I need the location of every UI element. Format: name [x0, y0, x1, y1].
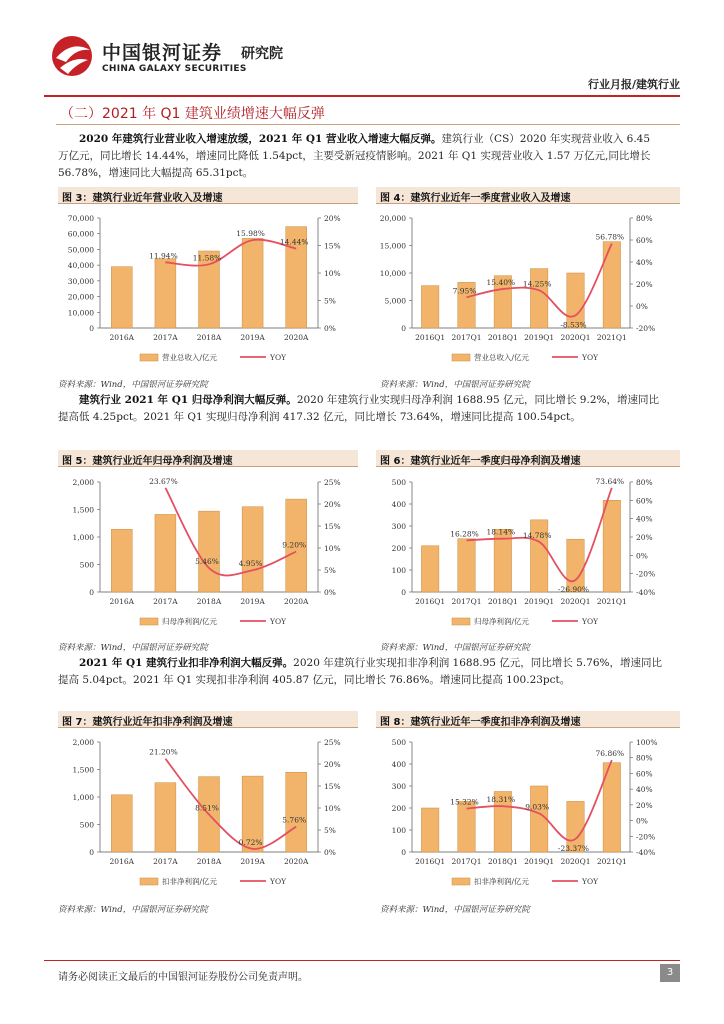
y2-tick-label: 15%: [324, 241, 341, 251]
y-tick-label: 200: [391, 804, 406, 813]
y-tick-label: 10,000: [379, 269, 406, 278]
yoy-data-label: 15.40%: [486, 278, 516, 288]
y-tick-label: 500: [79, 560, 94, 570]
x-tick-label: 2017A: [153, 597, 178, 606]
y-tick-label: 0: [89, 848, 94, 857]
yoy-data-label: 5.46%: [195, 556, 219, 566]
paragraph-deducted-profit-lead: 2021 年 Q1 建筑行业扣非净利润大幅反弹。: [79, 657, 294, 669]
yoy-data-label: 0.72%: [238, 837, 263, 847]
legend-bar-label: 营业总收入/亿元: [162, 353, 218, 362]
x-tick-label: 2016A: [109, 597, 135, 606]
figure-8-source: 资料来源：Wind，中国银河证券研究院: [380, 905, 530, 915]
y-tick-label: 300: [391, 522, 406, 531]
yoy-data-label: 16.28%: [450, 529, 479, 539]
y2-tick-label: 10%: [324, 804, 341, 813]
yoy-data-label: 56.78%: [595, 232, 625, 242]
yoy-data-label: 76.86%: [595, 749, 625, 759]
y-tick-label: 1,500: [72, 505, 94, 515]
bar: [155, 259, 176, 328]
legend-bar-swatch: [452, 878, 470, 885]
x-tick-label: 2016Q1: [415, 597, 446, 606]
legend-bar-swatch: [452, 618, 470, 625]
yoy-data-label: -8.53%: [560, 320, 587, 330]
legend-bar-swatch: [140, 618, 158, 625]
y2-tick-label: 40%: [636, 785, 653, 795]
figure-6-source: 资料来源：Wind，中国银河证券研究院: [380, 643, 530, 653]
x-tick-label: 2018Q1: [487, 597, 518, 606]
yoy-data-label: 23.67%: [149, 476, 178, 486]
bar: [286, 772, 307, 852]
paragraph-deducted-profit: [58, 655, 662, 689]
y2-tick-label: 10%: [324, 544, 341, 553]
y-tick-label: 15,000: [379, 241, 406, 251]
yoy-data-label: -26.90%: [557, 584, 590, 594]
x-tick-label: 2019Q1: [524, 857, 555, 866]
y2-tick-label: 0%: [324, 588, 336, 597]
x-tick-label: 2018A: [196, 597, 222, 606]
bar: [199, 511, 220, 592]
paragraph-deducted-profit-body: 2020 年建筑行业实现扣非净利润 1688.95 亿元，同比增长 5.76%，增速同比提高 5.04pct。2021 年 Q1 实现扣非净利润 405.87 亿元，同比增长 76.86%。增速同比提高 100.23pct。: [58, 657, 663, 686]
legend-bar-label: 归母净利润/亿元: [162, 617, 218, 626]
y-tick-label: 200: [391, 544, 406, 553]
y-tick-label: 20,000: [67, 292, 94, 302]
y2-tick-label: 60%: [636, 236, 653, 245]
figure-5-source: 资料来源：Wind，中国银河证券研究院: [58, 643, 208, 653]
y2-tick-label: 80%: [636, 478, 653, 487]
yoy-data-label: 8.51%: [195, 803, 219, 813]
y2-tick-label: 15%: [324, 522, 341, 531]
bar: [421, 546, 438, 592]
bar: [199, 251, 220, 328]
y-tick-label: 1,500: [72, 765, 94, 775]
x-tick-label: 2018A: [196, 333, 222, 342]
y2-tick-label: 40%: [636, 258, 653, 267]
y2-tick-label: 10%: [324, 269, 341, 278]
x-tick-label: 2020Q1: [560, 597, 591, 606]
yoy-data-label: 73.64%: [595, 476, 625, 486]
x-tick-label: 2020Q1: [560, 333, 591, 342]
chart-figure-7: [50, 734, 368, 902]
galaxy-logo-icon: [50, 34, 94, 78]
bar: [155, 783, 176, 852]
x-tick-label: 2020Q1: [560, 857, 591, 866]
paragraph-revenue: [58, 131, 662, 182]
yoy-data-label: 14.25%: [522, 279, 552, 289]
x-tick-label: 2017A: [153, 333, 178, 342]
yoy-data-label: 5.76%: [282, 815, 307, 825]
yoy-data-label: -23.37%: [557, 843, 590, 853]
y-tick-label: 2,000: [72, 738, 94, 747]
y-tick-label: 500: [391, 478, 406, 487]
paragraph-net-profit: [58, 392, 662, 426]
y2-tick-label: 20%: [324, 760, 341, 769]
section-divider: [56, 124, 680, 125]
x-tick-label: 2018Q1: [487, 333, 518, 342]
figure-3-title: 图 3：建筑行业近年营业收入及增速: [58, 187, 358, 204]
x-tick-label: 2016Q1: [415, 857, 446, 866]
y-tick-label: 0: [89, 588, 94, 597]
y2-tick-label: 25%: [324, 738, 341, 747]
bar: [458, 539, 475, 592]
y2-tick-label: 20%: [636, 800, 653, 810]
x-tick-label: 2018A: [196, 857, 222, 866]
footer-disclaimer: 请务必阅读正文最后的中国银河证券股份公司免责声明。: [58, 972, 308, 983]
institute-label: 研究院: [241, 46, 283, 62]
y2-tick-label: 80%: [636, 753, 653, 763]
y-tick-label: 400: [391, 500, 406, 509]
legend-line-label: YOY: [582, 617, 599, 626]
y2-tick-label: 20%: [324, 214, 341, 223]
bar: [458, 801, 475, 852]
bar: [603, 242, 620, 328]
paragraph-revenue-body: 建筑行业（CS）2020 年实现营业收入 6.45 万亿元，同比增长 14.44%，增速同比降低 1.54pct，主要受新冠疫情影响。2021 年 Q1 实现营业收入 1.57 万亿元,同比增长 56.78%，增速同比大幅提高 65.31pct。: [58, 133, 651, 179]
y2-tick-label: 20%: [324, 500, 341, 509]
yoy-line: [165, 759, 296, 849]
x-tick-label: 2016A: [109, 333, 135, 342]
x-tick-label: 2017Q1: [451, 333, 482, 342]
x-tick-label: 2021Q1: [596, 333, 627, 342]
figure-7-source: 资料来源：Wind，中国银河证券研究院: [58, 905, 208, 915]
x-tick-label: 2017Q1: [451, 597, 482, 606]
x-tick-label: 2021Q1: [596, 857, 627, 866]
y2-tick-label: -20%: [636, 324, 656, 333]
yoy-line: [165, 488, 296, 576]
bar: [111, 267, 132, 328]
yoy-data-label: 14.44%: [279, 237, 309, 247]
y-tick-label: 0: [401, 588, 406, 597]
y-tick-label: 300: [391, 782, 406, 791]
yoy-data-label: 15.32%: [450, 797, 479, 807]
bar: [111, 529, 132, 592]
y2-tick-label: 15%: [324, 782, 341, 791]
chart-figure-3: [50, 210, 368, 378]
logo-english: CHINA GALAXY SECURITIES: [102, 64, 247, 74]
y2-tick-label: 0%: [636, 816, 648, 826]
chart-svg: [362, 734, 680, 902]
figure-5-title: 图 5：建筑行业近年归母净利润及增速: [58, 450, 358, 467]
x-tick-label: 2017A: [153, 857, 178, 866]
page-number: 3: [660, 964, 680, 982]
section-title: （二）2021 年 Q1 建筑业绩增速大幅反弹: [60, 106, 325, 122]
yoy-data-label: 11.94%: [149, 251, 178, 261]
y-tick-label: 40,000: [67, 261, 94, 271]
x-tick-label: 2019A: [240, 857, 265, 866]
y2-tick-label: 5%: [324, 826, 336, 835]
y-tick-label: 100: [391, 566, 406, 575]
yoy-data-label: 7.95%: [452, 286, 477, 296]
bar: [242, 507, 263, 592]
bar: [421, 808, 438, 852]
yoy-data-label: 9.20%: [282, 540, 307, 550]
y2-tick-label: -20%: [636, 569, 656, 579]
y2-tick-label: 25%: [324, 478, 341, 487]
yoy-line: [165, 240, 296, 266]
chart-figure-4: [362, 210, 680, 378]
x-tick-label: 2017Q1: [451, 857, 482, 866]
header-divider: [44, 95, 680, 97]
y-tick-label: 500: [79, 820, 94, 830]
x-tick-label: 2016Q1: [415, 333, 446, 342]
y2-tick-label: 0%: [636, 551, 648, 561]
x-tick-label: 2020A: [283, 857, 309, 866]
y2-tick-label: 80%: [636, 214, 653, 223]
y2-tick-label: 0%: [324, 848, 336, 857]
figure-7-title: 图 7：建筑行业近年扣非净利润及增速: [58, 711, 358, 728]
yoy-data-label: 18.31%: [486, 795, 516, 805]
y-tick-label: 0: [401, 848, 406, 857]
y2-tick-label: 0%: [636, 302, 648, 311]
x-tick-label: 2019Q1: [524, 597, 555, 606]
y-tick-label: 0: [89, 324, 94, 333]
legend-line-label: YOY: [582, 353, 599, 362]
x-tick-label: 2020A: [283, 333, 309, 342]
y2-tick-label: 0%: [324, 324, 336, 333]
yoy-data-label: 14.78%: [522, 530, 552, 540]
figure-8-title: 图 8：建筑行业近年一季度扣非净利润及增速: [376, 711, 680, 728]
y-tick-label: 100: [391, 826, 406, 835]
y2-tick-label: -40%: [636, 588, 656, 597]
y-tick-label: 5,000: [384, 296, 406, 306]
y-tick-label: 2,000: [72, 478, 94, 487]
yoy-data-label: 18.14%: [486, 527, 516, 537]
figure-3-source: 资料来源：Wind，中国银河证券研究院: [58, 380, 208, 390]
y-tick-label: 0: [401, 324, 406, 333]
logo-chinese: 中国银河证券: [102, 42, 223, 64]
y2-tick-label: 5%: [324, 566, 336, 575]
legend-line-label: YOY: [270, 353, 287, 362]
y2-tick-label: 100%: [636, 738, 658, 747]
bar: [603, 500, 620, 592]
legend-line-label: YOY: [582, 877, 599, 886]
y-tick-label: 1,000: [72, 533, 94, 542]
bar: [242, 238, 263, 328]
y-tick-label: 400: [391, 760, 406, 769]
y2-tick-label: -20%: [636, 832, 656, 842]
bar: [111, 795, 132, 852]
chart-figure-6: [362, 474, 680, 642]
bar: [155, 514, 176, 592]
legend-bar-swatch: [140, 878, 158, 885]
y-tick-label: 70,000: [67, 214, 94, 223]
chart-svg: [50, 474, 368, 642]
x-tick-label: 2020A: [283, 597, 309, 606]
x-tick-label: 2021Q1: [596, 597, 627, 606]
yoy-data-label: 11.58%: [192, 253, 222, 263]
chart-svg: [50, 734, 368, 902]
y-tick-label: 30,000: [67, 276, 94, 286]
paragraph-net-profit-body: 2020 年建筑行业实现归母净利润 1688.95 亿元，同比增长 9.2%，增速同比提高低 4.25pct。2021 年 Q1 实现归母净利润 417.32 亿元，同比增长 73.64%，增速同比提高 100.54pct。: [58, 394, 659, 423]
y-tick-label: 500: [391, 738, 406, 747]
legend-bar-label: 营业总收入/亿元: [474, 353, 530, 362]
bar: [421, 286, 438, 328]
figure-4-source: 资料来源：Wind，中国银河证券研究院: [380, 380, 530, 390]
chart-figure-8: [362, 734, 680, 902]
legend-bar-swatch: [140, 354, 158, 361]
chart-svg: [362, 210, 680, 378]
y2-tick-label: 20%: [636, 280, 653, 289]
legend-bar-swatch: [452, 354, 470, 361]
y-tick-label: 10,000: [67, 308, 94, 318]
x-tick-label: 2016A: [109, 857, 135, 866]
y-tick-label: 60,000: [67, 229, 94, 239]
y2-tick-label: 5%: [324, 296, 336, 306]
legend-line-label: YOY: [270, 877, 287, 886]
chart-svg: [362, 474, 680, 642]
y2-tick-label: 60%: [636, 769, 653, 779]
x-tick-label: 2019A: [240, 597, 265, 606]
y-tick-label: 20,000: [379, 214, 406, 223]
footer-divider: [44, 960, 680, 961]
paragraph-net-profit-lead: 建筑行业 2021 年 Q1 归母净利润大幅反弹。: [79, 394, 297, 406]
yoy-data-label: 15.98%: [236, 229, 265, 239]
y-tick-label: 1,000: [72, 793, 94, 802]
figure-4-title: 图 4：建筑行业近年一季度营业收入及增速: [376, 187, 680, 204]
yoy-data-label: 21.20%: [149, 747, 178, 757]
yoy-data-label: 4.95%: [238, 559, 263, 569]
y2-tick-label: 20%: [636, 533, 653, 542]
legend-bar-label: 扣非净利润/亿元: [474, 877, 530, 886]
y2-tick-label: -40%: [636, 848, 656, 857]
chart-figure-5: [50, 474, 368, 642]
x-tick-label: 2019A: [240, 333, 265, 342]
x-tick-label: 2018Q1: [487, 857, 518, 866]
legend-line-label: YOY: [270, 617, 287, 626]
bar: [530, 269, 547, 328]
yoy-data-label: 9.03%: [525, 802, 550, 812]
y-tick-label: 50,000: [67, 245, 94, 255]
document-category: 行业月报/建筑行业: [587, 78, 680, 91]
figure-6-title: 图 6：建筑行业近年一季度归母净利润及增速: [376, 450, 680, 467]
y2-tick-label: 40%: [636, 514, 653, 524]
chart-svg: [50, 210, 368, 378]
legend-bar-label: 扣非净利润/亿元: [162, 877, 218, 886]
y2-tick-label: 60%: [636, 496, 653, 506]
x-tick-label: 2019Q1: [524, 333, 555, 342]
paragraph-revenue-lead: 2020 年建筑行业营业收入增速放缓，2021 年 Q1 营业收入增速大幅反弹。: [79, 133, 442, 145]
page-header: [44, 26, 680, 96]
legend-bar-label: 归母净利润/亿元: [474, 617, 530, 626]
